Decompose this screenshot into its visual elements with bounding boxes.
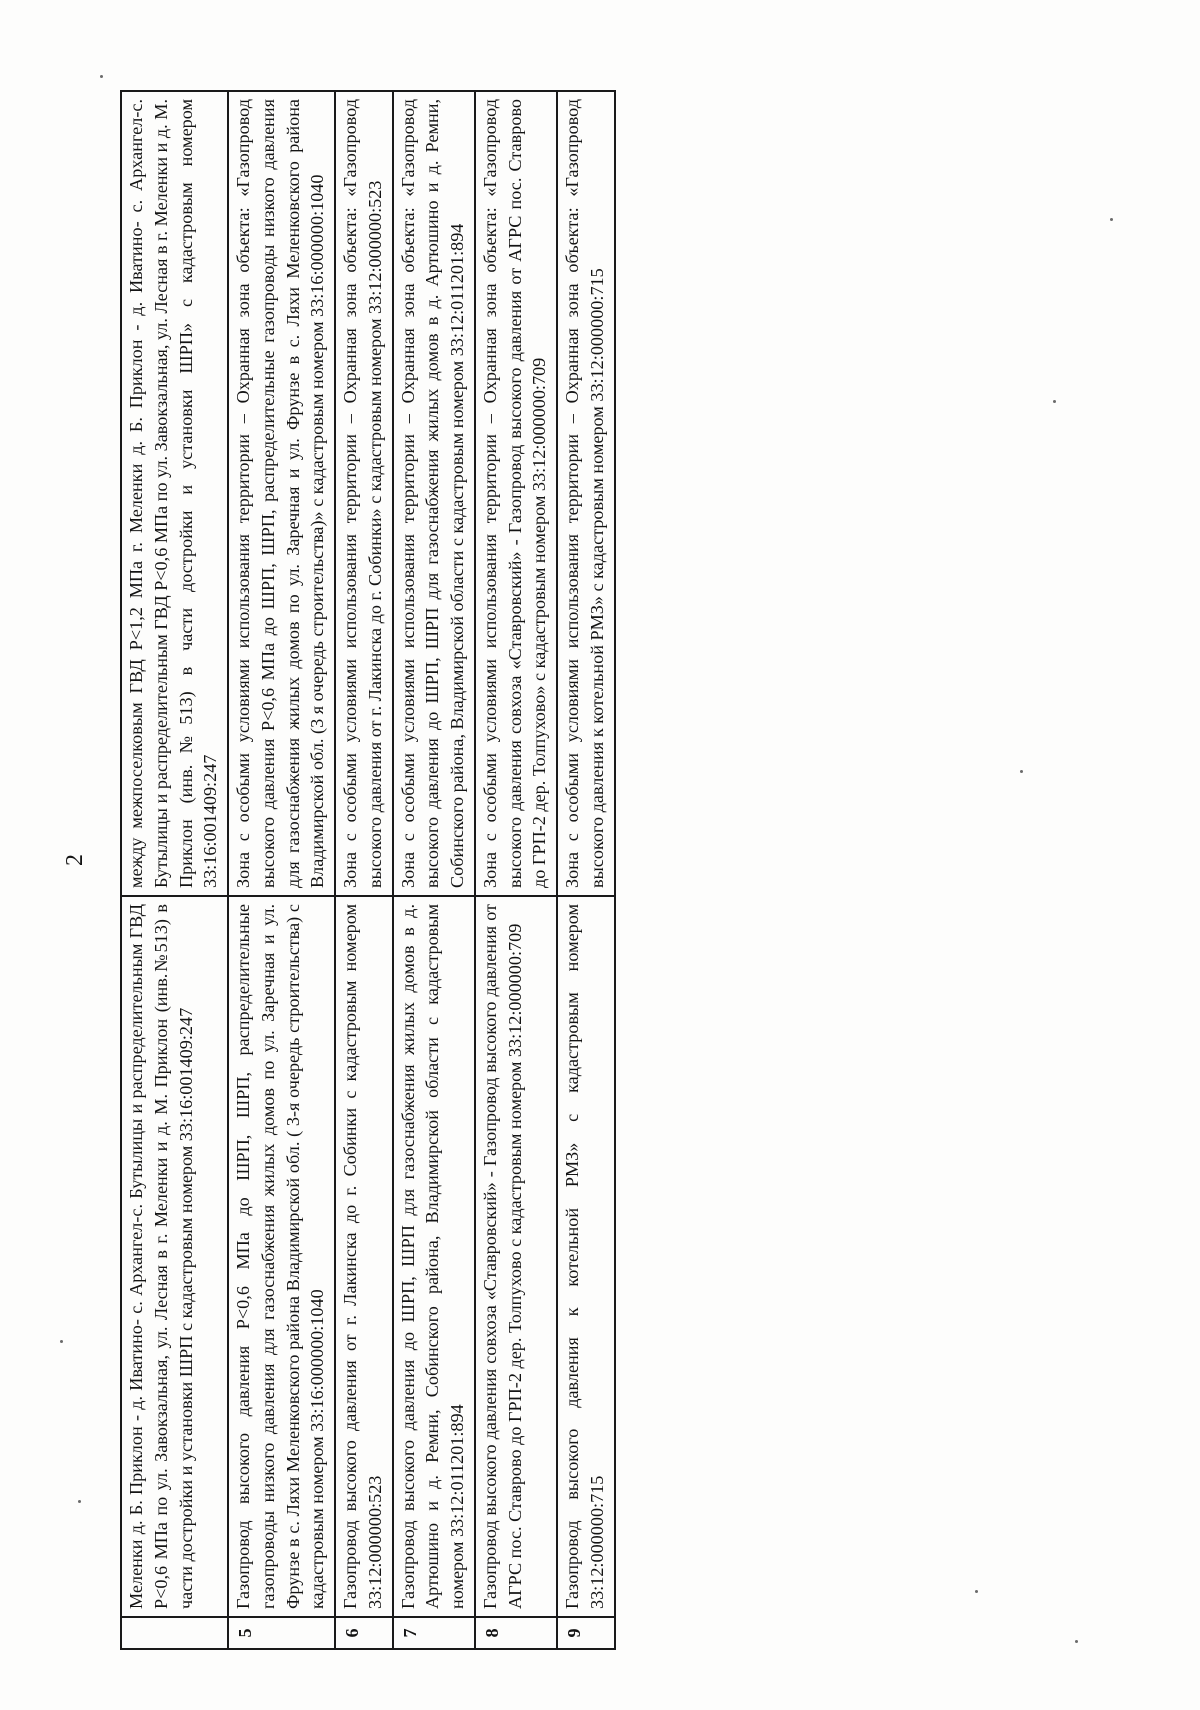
row-number: 6 [335, 1617, 393, 1649]
scan-speck [1110, 218, 1113, 221]
scan-speck [1053, 400, 1056, 403]
rotated-page-content [62, 90, 1010, 1650]
scan-speck [1020, 770, 1023, 773]
row-number: 5 [228, 1617, 335, 1649]
page-number: 2 [62, 854, 88, 866]
table-row [475, 91, 557, 1649]
scan-speck [1075, 1640, 1078, 1643]
scan-speck [100, 75, 103, 78]
object-cell: Газопровод высокого давления к котельной РМЗ» с кадастровым номером 33:12:000000:715 [557, 896, 615, 1617]
table-row [393, 91, 475, 1649]
scan-speck [60, 1340, 63, 1343]
table-row [557, 91, 615, 1649]
zone-cell: Зона с особыми условиями использования территории – Охранная зона объекта: «Газопровод высокого давления совхоза «Ставровский» - Газопровод высокого давления от АГРС пос. Ставрово до ГРП-2 дер. Толпухово» с кадастровым номером 33:12:000000:709 [475, 91, 557, 896]
row-number: 9 [557, 1617, 615, 1649]
object-cell: Газопровод высокого давления до ШРП, ШРП для газоснабжения жилых домов в д. Артюшино и д. Ремни, Собинского района, Владимирской области с кадастровым номером 33:12:011201:894 [393, 896, 475, 1617]
table-row [121, 91, 228, 1649]
zone-cell: между межпоселковым ГВД Р<1,2 МПа г. Меленки д. Б. Приклон - д. Иватино- с. Архангел-с. Бутылицы и распределительным ГВД Р<0,6 МПа по ул. Завокзальная, ул. Лесная в г. Меленки и д. М. Приклон (инв.№513) в части достройки и установки ШРП» с кадастровым номером 33:16:001409:247 [121, 91, 228, 896]
object-cell: Меленки д. Б. Приклон - д. Иватино- с. Архангел-с. Бутылицы и распределительным ГВД Р<0,6 МПа по ул. Завокзальная, ул. Лесная в г. Меленки и д. М. Приклон (инв.№513) в части достройки и установки ШРП с кадастровым номером 33:16:001409:247 [121, 896, 228, 1617]
zone-cell: Зона с особыми условиями использования территории – Охранная зона объекта: «Газопровод высокого давления Р<0,6 МПа до ШРП, ШРП, распределительные газопроводы низкого давления для газоснабжения жилых домов по ул. Заречная и ул. Фрунзе в с. Ляхи Меленковского района Владимирской обл. (3 я очередь строительства)» с кадастровым номером 33:16:000000:1040 [228, 91, 335, 896]
table-row [228, 91, 335, 1649]
row-number: 7 [393, 1617, 475, 1649]
scan-speck [78, 1500, 81, 1503]
object-cell: Газопровод высокого давления Р<0,6 МПа до ШРП, ШРП, распределительные газопроводы низкого давления для газоснабжения жилых домов по ул. Заречная и ул. Фрунзе в с. Ляхи Меленковского района Владимирской обл. ( 3-я очередь строительства) с кадастровым номером 33:16:000000:1040 [228, 896, 335, 1617]
object-cell: Газопровод высокого давления совхоза «Ставровский» - Газопровод высокого давления от АГРС пос. Ставрово до ГРП-2 дер. Толпухово с кадастровым номером 33:12:000000:709 [475, 896, 557, 1617]
row-number: 8 [475, 1617, 557, 1649]
object-cell: Газопровод высокого давления от г. Лакинска до г. Собинки с кадастровым номером 33:12:000000:523 [335, 896, 393, 1617]
zone-cell: Зона с особыми условиями использования территории – Охранная зона объекта: «Газопровод высокого давления от г. Лакинска до г. Собинки» с кадастровым номером 33:12:000000:523 [335, 91, 393, 896]
table-row [335, 91, 393, 1649]
zone-cell: Зона с особыми условиями использования территории – Охранная зона объекта: «Газопровод высокого давления до ШРП, ШРП для газоснабжения жилых домов в д. Артюшино и д. Ремни, Собинского района, Владимирской области с кадастровым номером 33:12:011201:894 [393, 91, 475, 896]
row-number [121, 1617, 228, 1649]
zone-cell: Зона с особыми условиями использования территории – Охранная зона объекта: «Газопровод высокого давления к котельной РМЗ» с кадастровым номером 33:12:000000:715 [557, 91, 615, 896]
zones-table [120, 90, 616, 1650]
